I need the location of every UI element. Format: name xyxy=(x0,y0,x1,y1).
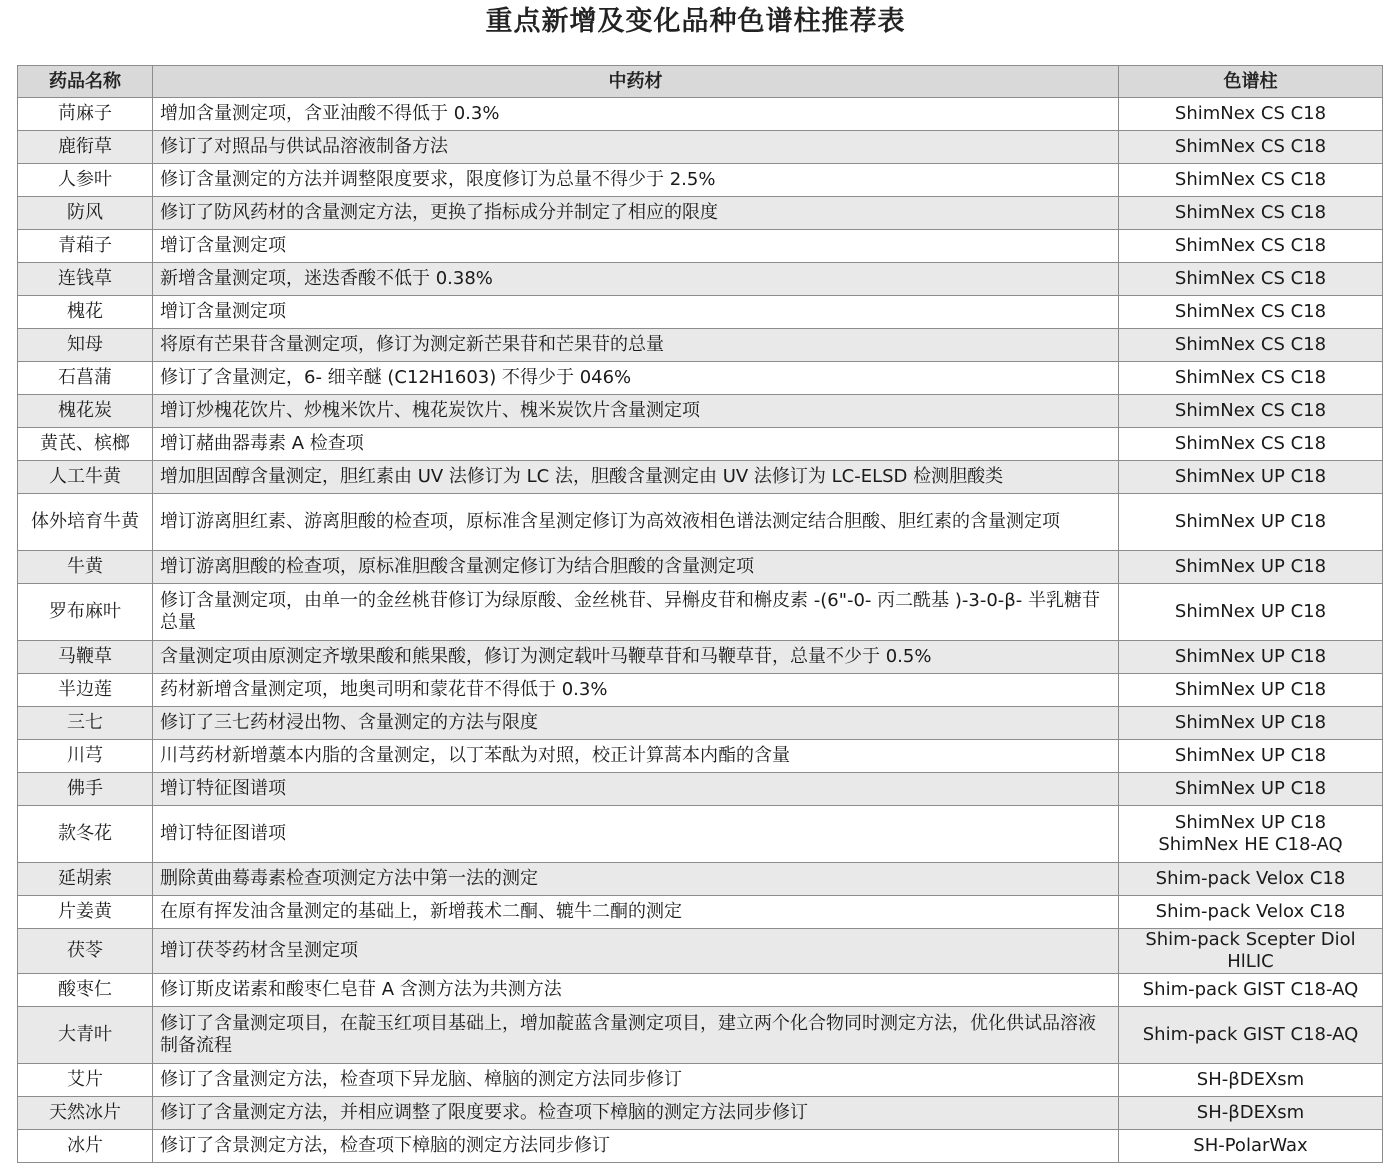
table-row xyxy=(18,428,1383,461)
header-column: 色谱柱 xyxy=(1119,66,1383,98)
column-cell: ShimNex UP C18 xyxy=(1119,707,1383,740)
description-cell: 增订赭曲器毒素 A 检查项 xyxy=(153,428,1119,461)
description-cell: 药材新增含量测定项，地奥司明和蒙花苷不得低于 0.3% xyxy=(153,674,1119,707)
column-cell: ShimNex UP C18 xyxy=(1119,494,1383,551)
table-row xyxy=(18,164,1383,197)
table-row xyxy=(18,395,1383,428)
column-cell: ShimNex UP C18 xyxy=(1119,584,1383,641)
description-cell: 增加含量测定项，含亚油酸不得低于 0.3% xyxy=(153,98,1119,131)
column-cell: ShimNex CS C18 xyxy=(1119,164,1383,197)
recommendation-table xyxy=(17,65,1383,1163)
column-cell: ShimNex CS C18 xyxy=(1119,329,1383,362)
column-cell: ShimNex UP C18 xyxy=(1119,674,1383,707)
table-row xyxy=(18,974,1383,1007)
drug-name-cell: 延胡索 xyxy=(18,863,153,896)
drug-name-cell: 茯苓 xyxy=(18,929,153,974)
column-cell: ShimNex UP C18 ShimNex HE C18-AQ xyxy=(1119,806,1383,863)
table-row xyxy=(18,773,1383,806)
description-cell: 增订茯苓药材含呈测定项 xyxy=(153,929,1119,974)
drug-name-cell: 马鞭草 xyxy=(18,641,153,674)
table-row xyxy=(18,1130,1383,1163)
table-body xyxy=(18,98,1383,1163)
drug-name-cell: 防风 xyxy=(18,197,153,230)
drug-name-cell: 三七 xyxy=(18,707,153,740)
description-cell: 含量测定项由原测定齐墩果酸和熊果酸，修订为测定载叶马鞭草苷和马鞭草苷，总量不少于 0.5% xyxy=(153,641,1119,674)
column-cell: Shim-pack Scepter Diol HlLIC xyxy=(1119,929,1383,974)
description-cell: 修订了对照品与供试品溶液制备方法 xyxy=(153,131,1119,164)
column-cell: ShimNex CS C18 xyxy=(1119,362,1383,395)
column-cell: ShimNex CS C18 xyxy=(1119,230,1383,263)
drug-name-cell: 人参叶 xyxy=(18,164,153,197)
column-cell: SH-PolarWax xyxy=(1119,1130,1383,1163)
drug-name-cell: 体外培育牛黄 xyxy=(18,494,153,551)
description-cell: 增订游离胆红素、游离胆酸的检查项，原标准含星测定修订为高效液相色谱法测定结合胆酸、胆红素的含量测定项 xyxy=(153,494,1119,551)
description-cell: 删除黄曲蓦毒素检查项测定方法中第一法的测定 xyxy=(153,863,1119,896)
table-row xyxy=(18,296,1383,329)
description-cell: 增订特征图谱项 xyxy=(153,773,1119,806)
drug-name-cell: 半边莲 xyxy=(18,674,153,707)
drug-name-cell: 青葙子 xyxy=(18,230,153,263)
description-cell: 修订了防风药材的含量测定方法，更换了指标成分并制定了相应的限度 xyxy=(153,197,1119,230)
description-cell: 修订了含量测定方法，并相应调整了限度要求。检查项下樟脑的测定方法同步修订 xyxy=(153,1097,1119,1130)
description-cell: 增订含量测定项 xyxy=(153,296,1119,329)
table-row xyxy=(18,929,1383,974)
table-row xyxy=(18,806,1383,863)
description-cell: 修订含量测定的方法并调整限度要求，限度修订为总量不得少于 2.5% xyxy=(153,164,1119,197)
table-row xyxy=(18,707,1383,740)
column-cell: ShimNex CS C18 xyxy=(1119,428,1383,461)
description-cell: 增加胆固醇含量测定，胆红素由 UV 法修订为 LC 法，胆酸含量测定由 UV 法修订为 LC-ELSD 检测胆酸类 xyxy=(153,461,1119,494)
drug-name-cell: 黄芪、槟榔 xyxy=(18,428,153,461)
column-cell: ShimNex CS C18 xyxy=(1119,131,1383,164)
column-cell: ShimNex CS C18 xyxy=(1119,296,1383,329)
description-cell: 修订了含量测定项目，在靛玉红项目基础上，增加靛蓝含量测定项目，建立两个化合物同时测定方法，优化供试品溶液制备流程 xyxy=(153,1007,1119,1064)
table-row xyxy=(18,584,1383,641)
table-row xyxy=(18,98,1383,131)
drug-name-cell: 槐花 xyxy=(18,296,153,329)
column-cell: Shim-pack Velox C18 xyxy=(1119,863,1383,896)
table-row xyxy=(18,1007,1383,1064)
table-row xyxy=(18,740,1383,773)
column-cell: ShimNex UP C18 xyxy=(1119,551,1383,584)
table-row xyxy=(18,329,1383,362)
drug-name-cell: 佛手 xyxy=(18,773,153,806)
table-header-row xyxy=(18,66,1383,98)
column-cell: Shim-pack Velox C18 xyxy=(1119,896,1383,929)
description-cell: 修订了含景测定方法，检查项下樟脑的测定方法同步修订 xyxy=(153,1130,1119,1163)
column-cell: ShimNex CS C18 xyxy=(1119,263,1383,296)
description-cell: 将原有芒果苷含量测定项，修订为测定新芒果苷和芒果苷的总量 xyxy=(153,329,1119,362)
column-cell: ShimNex CS C18 xyxy=(1119,395,1383,428)
table-row xyxy=(18,461,1383,494)
description-cell: 修订了含量测定方法，检查项下异龙脑、樟脑的测定方法同步修订 xyxy=(153,1064,1119,1097)
drug-name-cell: 罗布麻叶 xyxy=(18,584,153,641)
table-row xyxy=(18,641,1383,674)
drug-name-cell: 石菖蒲 xyxy=(18,362,153,395)
table-row xyxy=(18,230,1383,263)
header-herb: 中药材 xyxy=(153,66,1119,98)
drug-name-cell: 连钱草 xyxy=(18,263,153,296)
table-row xyxy=(18,674,1383,707)
table-row xyxy=(18,896,1383,929)
drug-name-cell: 酸枣仁 xyxy=(18,974,153,1007)
drug-name-cell: 人工牛黄 xyxy=(18,461,153,494)
drug-name-cell: 天然冰片 xyxy=(18,1097,153,1130)
description-cell: 增订炒槐花饮片、炒槐米饮片、槐花炭饮片、槐米炭饮片含量测定项 xyxy=(153,395,1119,428)
description-cell: 增订含量测定项 xyxy=(153,230,1119,263)
column-cell: ShimNex UP C18 xyxy=(1119,740,1383,773)
header-drug-name: 药品名称 xyxy=(18,66,153,98)
column-cell: SH-βDEXsm xyxy=(1119,1097,1383,1130)
drug-name-cell: 大青叶 xyxy=(18,1007,153,1064)
drug-name-cell: 片姜黄 xyxy=(18,896,153,929)
drug-name-cell: 款冬花 xyxy=(18,806,153,863)
drug-name-cell: 鹿衔草 xyxy=(18,131,153,164)
column-cell: ShimNex UP C18 xyxy=(1119,461,1383,494)
description-cell: 修订了三七药材浸出物、含量测定的方法与限度 xyxy=(153,707,1119,740)
drug-name-cell: 牛黄 xyxy=(18,551,153,584)
table-row xyxy=(18,551,1383,584)
description-cell: 川芎药材新增藁本内脂的含量测定，以丁苯酞为对照，校正计算蒿本内酯的含量 xyxy=(153,740,1119,773)
table-row xyxy=(18,1064,1383,1097)
table-row xyxy=(18,863,1383,896)
table-row xyxy=(18,1097,1383,1130)
table-row xyxy=(18,131,1383,164)
page-title: 重点新增及变化品种色谱柱推荐表 xyxy=(485,6,906,37)
table-row xyxy=(18,494,1383,551)
description-cell: 修订了含量测定，6- 细辛醚 (C12H1603) 不得少于 046% xyxy=(153,362,1119,395)
column-cell: Shim-pack GIST C18-AQ xyxy=(1119,1007,1383,1064)
description-cell: 在原有挥发油含量测定的基础上，新增莪术二酮、辘牛二酮的测定 xyxy=(153,896,1119,929)
drug-name-cell: 川芎 xyxy=(18,740,153,773)
description-cell: 增订游离胆酸的检查项，原标准胆酸含量测定修订为结合胆酸的含量测定项 xyxy=(153,551,1119,584)
column-cell: SH-βDEXsm xyxy=(1119,1064,1383,1097)
drug-name-cell: 槐花炭 xyxy=(18,395,153,428)
column-cell: Shim-pack GIST C18-AQ xyxy=(1119,974,1383,1007)
column-cell: ShimNex UP C18 xyxy=(1119,641,1383,674)
table-row xyxy=(18,263,1383,296)
description-cell: 修订含量测定项，由单一的金丝桃苷修订为绿原酸、金丝桃苷、异槲皮苷和槲皮素 -(6"-0- 丙二酰基 )-3-0-β- 半乳糖苷总量 xyxy=(153,584,1119,641)
table-row xyxy=(18,362,1383,395)
description-cell: 新增含量测定项，迷迭香酸不低于 0.38% xyxy=(153,263,1119,296)
drug-name-cell: 知母 xyxy=(18,329,153,362)
column-cell: ShimNex CS C18 xyxy=(1119,197,1383,230)
drug-name-cell: 艾片 xyxy=(18,1064,153,1097)
column-cell: ShimNex UP C18 xyxy=(1119,773,1383,806)
drug-name-cell: 苘麻子 xyxy=(18,98,153,131)
drug-name-cell: 冰片 xyxy=(18,1130,153,1163)
column-cell: ShimNex CS C18 xyxy=(1119,98,1383,131)
table-row xyxy=(18,197,1383,230)
description-cell: 修订斯皮诺素和酸枣仁皂苷 A 含测方法为共测方法 xyxy=(153,974,1119,1007)
description-cell: 增订特征图谱项 xyxy=(153,806,1119,863)
